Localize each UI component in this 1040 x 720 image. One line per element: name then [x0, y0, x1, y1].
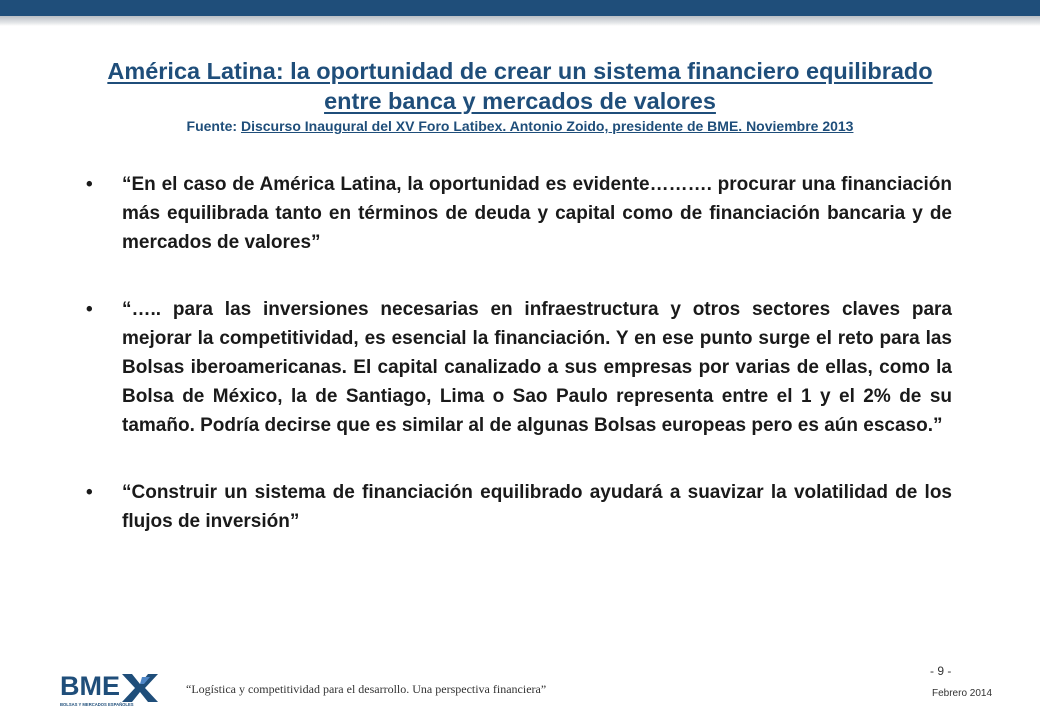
quote-text-1: “En el caso de América Latina, la oportunidad es evidente………. procurar una financiación más equilibrada tanto en términos de deuda y capital como de financiación bancaria y de mercados de valores”: [122, 174, 952, 253]
bullet-icon: •: [86, 299, 93, 320]
bullet-icon: •: [86, 174, 93, 195]
source-citation: [40, 118, 1000, 134]
page-number: - 9 -: [930, 664, 952, 678]
bme-logo-subtext: BOLSAS Y MERCADOS ESPAÑOLES: [60, 702, 134, 707]
slide-header: [40, 56, 1000, 134]
slide-title: [40, 56, 1000, 116]
quote-item-2: [86, 295, 952, 440]
bme-logo-text: BME: [60, 671, 120, 701]
bullet-icon: •: [86, 482, 93, 503]
footer-date: Febrero 2014: [932, 688, 993, 699]
slide-title-line-1: América Latina: la oportunidad de crear un sistema financiero equilibrado: [107, 58, 933, 84]
bme-logo: [60, 668, 170, 708]
top-banner-bar: [0, 0, 1040, 16]
quote-item-3: [86, 478, 952, 536]
source-label: Fuente:: [186, 118, 241, 134]
quote-list: [86, 170, 952, 536]
quote-text-2: “….. para las inversiones necesarias en infraestructura y otros sectores claves para mejorar la competitividad, es esencial la financiación. Y en ese punto surge el reto para las Bolsas iberoamericanas. El capital canalizado a sus empresas por varias de ellas, como la Bolsa de México, la de Santiago, Lima o Sao Paulo representa entre el 1 y el 2% de su tamaño. Podría decirse que es similar al de algunas Bolsas europeas pero es aún escaso.”: [122, 299, 952, 436]
source-link[interactable]: Discurso Inaugural del XV Foro Latibex. Antonio Zoido, presidente de BME. Noviembre 2013: [240, 118, 854, 134]
footer-tagline: “Logística y competitividad para el desarrollo. Una perspectiva financiera”: [186, 682, 547, 696]
quote-text-3: “Construir un sistema de financiación equilibrado ayudará a suavizar la volatilidad de los flujos de inversión”: [122, 482, 952, 532]
quote-item-1: [86, 170, 952, 257]
bme-logo-x-mark: [122, 674, 158, 702]
top-banner-shadow: [0, 16, 1040, 26]
slide-title-line-2: entre banca y mercados de valores: [324, 88, 716, 114]
